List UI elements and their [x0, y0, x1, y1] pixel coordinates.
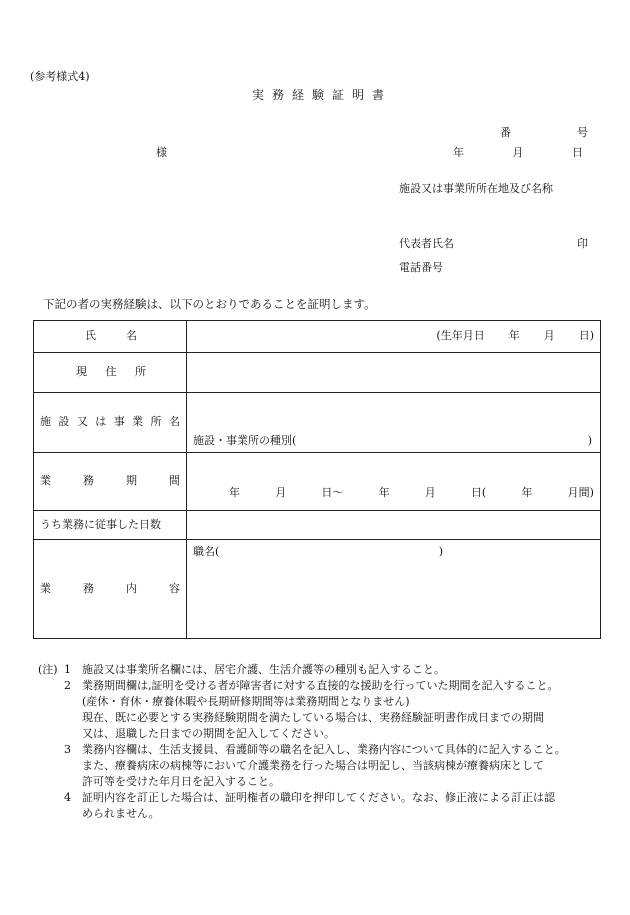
facility-label: 施 設 又 は 事 業 所 名	[40, 415, 180, 429]
notes-head: (注)	[38, 663, 58, 676]
period-field[interactable]	[187, 453, 601, 511]
date-month: 月	[512, 146, 524, 159]
content-field[interactable]	[187, 540, 601, 639]
note-item: 3 業務内容欄は、生活支援員、看護師等の職名を記入し、業務内容について具体的に記入すること。 また、療養病床の病棟等において介護業務を行った場合は明記し、当該病棟が療養病床として 許可等を受けた年月日を記入すること。	[64, 743, 566, 788]
date-day: 日	[572, 146, 583, 159]
days-label-cell	[34, 511, 187, 540]
phone-label: 電話番号	[399, 261, 443, 274]
row-facility	[34, 393, 601, 453]
document-title: 実務経験証明書	[252, 88, 393, 102]
content-label: 業 務 内 容	[40, 581, 180, 595]
reference-form-label: (参考様式4)	[30, 70, 90, 83]
name-label: 氏 名	[85, 329, 137, 343]
experience-table	[33, 320, 601, 639]
note-item: 4 証明内容を訂正した場合は、証明権者の職印を押印してください。なお、修正液による訂正は認 められません。	[64, 791, 555, 820]
name-label-cell	[34, 321, 187, 353]
period-label-cell	[34, 453, 187, 511]
facility-field[interactable]	[187, 393, 601, 453]
facility-label-cell	[34, 393, 187, 453]
row-address	[34, 353, 601, 393]
representative-label: 代表者氏名	[399, 237, 454, 250]
period-range: 年 月 日〜 年 月 日( 年 月間)	[229, 485, 594, 499]
row-period	[34, 453, 601, 511]
days-label: うち業務に従事した日数	[40, 517, 161, 531]
facility-address-label: 施設又は事業所所在地及び名称	[399, 182, 553, 195]
note-item: (注) 1 施設又は事業所名欄には、居宅介護、生活介護等の種別も記入すること。	[38, 663, 445, 676]
address-label-cell	[34, 353, 187, 393]
number-suffix: 号	[577, 126, 588, 139]
certification-statement: 下記の者の実務経験は、以下のとおりであることを証明します。	[43, 297, 376, 311]
content-label-cell	[34, 540, 187, 639]
address-label: 現 住 所	[76, 365, 146, 379]
row-content	[34, 540, 601, 639]
issue-date	[453, 146, 583, 160]
facility-type: 施設・事業所の種別( )	[193, 433, 592, 447]
seal-label: 印	[577, 237, 588, 250]
representative-row	[399, 237, 588, 251]
row-days	[34, 511, 601, 540]
period-label: 業 務 期 間	[40, 474, 180, 488]
note-item: 2 業務期間欄は,証明を受ける者が障害者に対する直接的な援助を行っていた期間を記入すること。 (産休・育休・療養休暇や長期研修期間等は業務期間となりません) 現在、既に必要とする実務経験期間を満たしている場合は、実務経験証明書作成日までの期間 又は、退職した日までの期間を記入してください。	[64, 679, 559, 740]
days-field[interactable]	[187, 511, 601, 540]
address-field[interactable]	[187, 353, 601, 393]
row-name	[34, 321, 601, 353]
name-field[interactable]	[187, 321, 601, 353]
job-title: 職名( )	[193, 545, 443, 558]
notes-section	[38, 662, 613, 822]
document-number	[500, 126, 588, 140]
addressee-suffix: 様	[156, 146, 167, 159]
birthdate: (生年月日 年 月 日)	[436, 329, 594, 343]
number-label: 番	[500, 126, 511, 139]
date-year: 年	[453, 146, 464, 159]
